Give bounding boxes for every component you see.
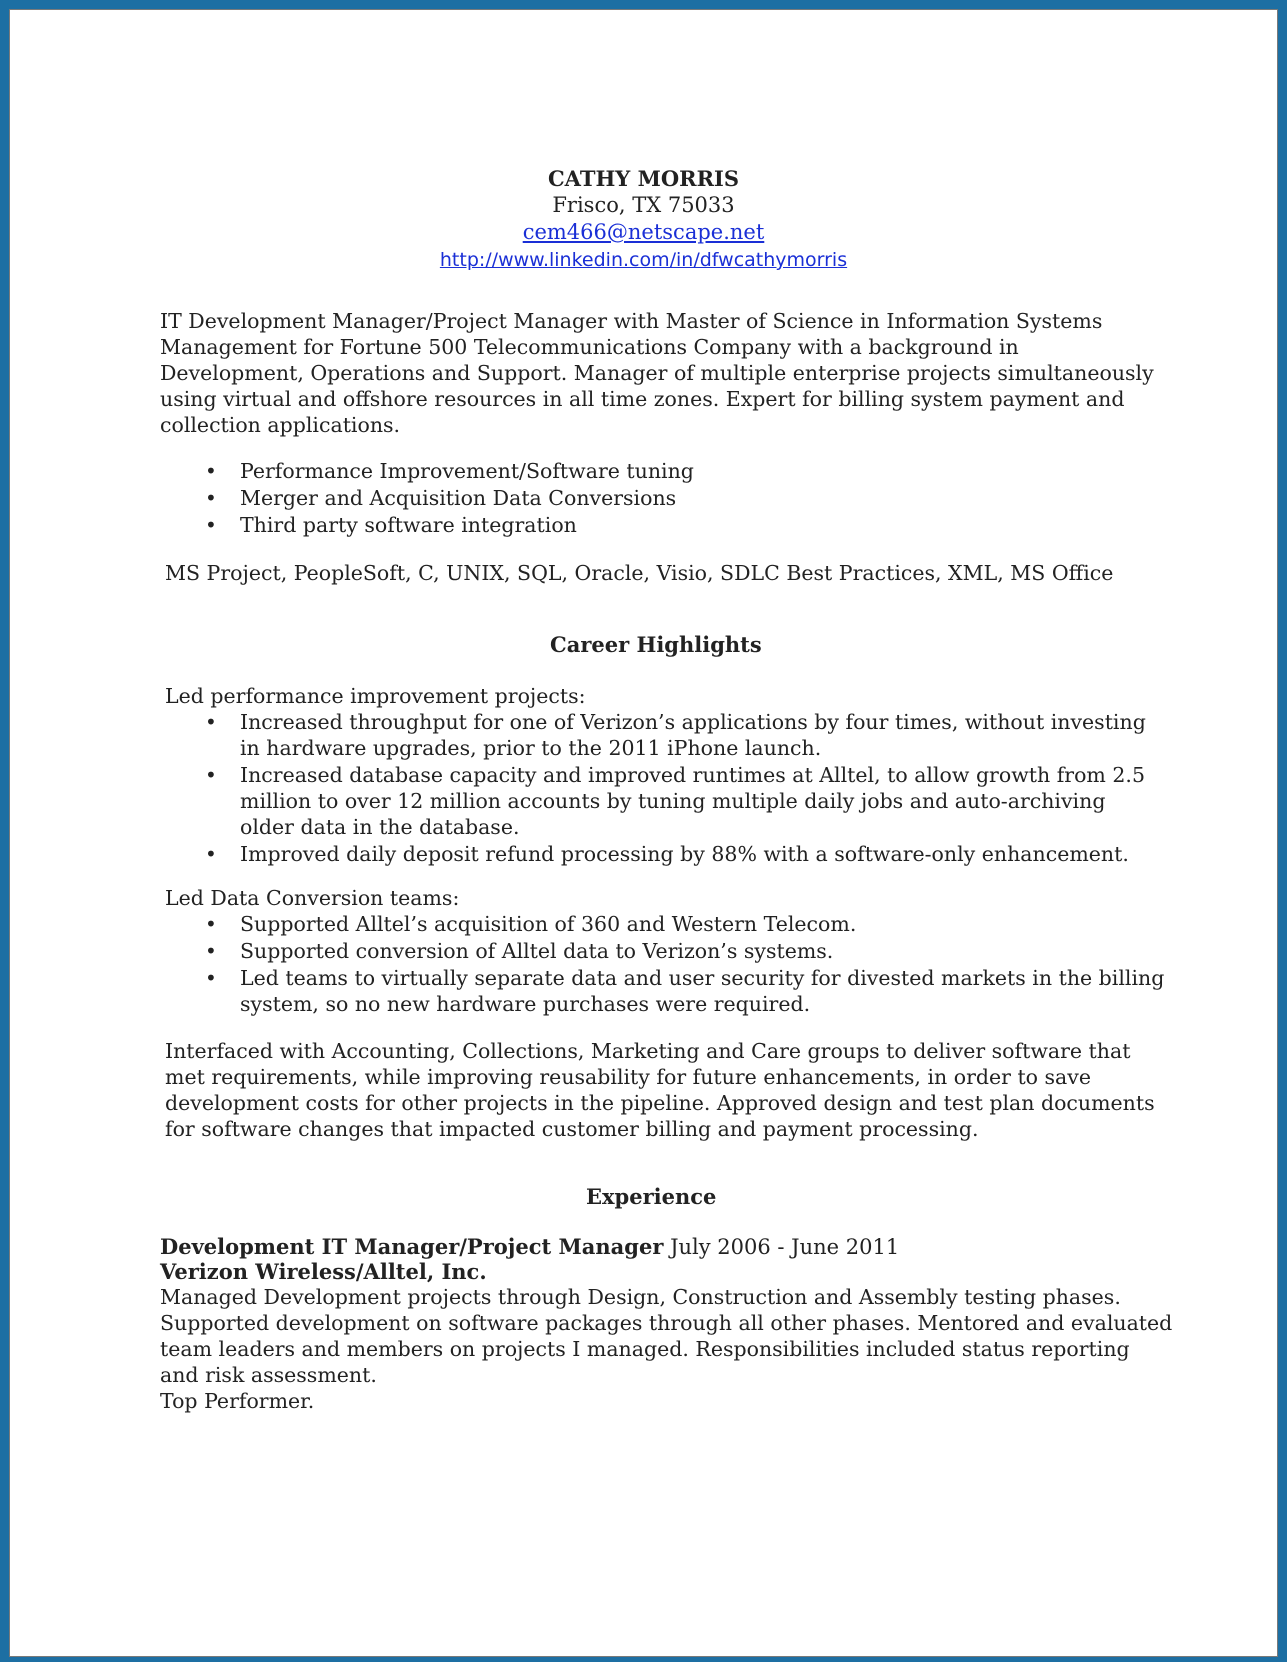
paragraph-line: Managed Development projects through Design, Construction and Assembly testing phases. <box>160 1285 1121 1309</box>
paragraph-line: Interfaced with Accounting, Collections, Marketing and Care groups to deliver software that <box>165 1039 1131 1063</box>
bullet-icon: • <box>205 763 217 787</box>
bullet-icon: • <box>205 939 217 963</box>
paragraph-line: met requirements, while improving reusability for future enhancements, in order to save <box>165 1065 1091 1089</box>
conversion-bullet-list <box>160 911 1164 1017</box>
job-description <box>160 1284 1172 1414</box>
job-title-line <box>160 1234 899 1259</box>
email-link[interactable]: cem466@netscape.net <box>522 220 765 244</box>
job-title: Development IT Manager/Project Manager <box>160 1234 664 1259</box>
paragraph-line: and risk assessment. <box>160 1363 377 1387</box>
bullet-icon: • <box>205 513 217 537</box>
candidate-name: CATHY MORRIS <box>547 166 740 191</box>
list-item: • Increased database capacity and improved runtimes at Alltel, to allow growth from 2.5 million to over 12 million accounts by tuning multiple daily jobs and auto-archiving older data in the database. <box>205 763 1145 839</box>
skills-line: MS Project, PeopleSoft, C, UNIX, SQL, Oracle, Visio, SDLC Best Practices, XML, MS Office <box>165 561 1114 585</box>
experience-heading: Experience <box>586 1184 717 1209</box>
bullet-icon: • <box>205 842 217 866</box>
list-item: • Supported conversion of Alltel data to Verizon’s systems. <box>205 939 834 963</box>
paragraph-line: Supported development on software packages through all other phases. Mentored and evaluated <box>160 1311 1173 1335</box>
list-item: • Performance Improvement/Software tuning <box>205 459 694 483</box>
summary-line: IT Development Manager/Project Manager with Master of Science in Information Systems <box>160 309 1103 333</box>
list-item: • Increased throughput for one of Verizon’s applications by four times, without investing in hardware upgrades, prior to the 2011 iPhone launch. <box>205 710 1146 760</box>
list-item: • Improved daily deposit refund processing by 88% with a software-only enhancement. <box>205 842 1129 866</box>
summary-line: using virtual and offshore resources in all time zones. Expert for billing system payment and <box>160 387 1125 411</box>
paragraph-line: team leaders and members on projects I managed. Responsibilities included status reporting <box>160 1337 1130 1361</box>
company-name: Verizon Wireless/Alltel, Inc. <box>160 1259 487 1284</box>
candidate-location: Frisco, TX 75033 <box>552 193 735 217</box>
performance-intro: Led performance improvement projects: <box>165 684 586 708</box>
list-item: • Supported Alltel’s acquisition of 360 and Western Telecom. <box>205 912 857 936</box>
summary-bullet-list <box>160 458 694 538</box>
paragraph-line: Top Performer. <box>160 1389 315 1413</box>
list-item: • Third party software integration <box>205 513 577 537</box>
resume-page <box>9 9 1278 1657</box>
list-item: • Merger and Acquisition Data Conversions <box>205 486 677 510</box>
performance-bullet-list <box>160 709 1146 867</box>
interfaced-paragraph <box>165 1038 1155 1142</box>
bullet-icon: • <box>205 486 217 510</box>
paragraph-line: development costs for other projects in the pipeline. Approved design and test plan documents <box>165 1091 1155 1115</box>
linkedin-link[interactable]: http://www.linkedin.com/in/dfwcathymorris <box>439 249 848 271</box>
bullet-icon: • <box>205 912 217 936</box>
list-item: • Led teams to virtually separate data and user security for divested markets in the billing system, so no new hardware purchases were required. <box>205 966 1165 1016</box>
bullet-icon: • <box>205 459 217 483</box>
job-dates: July 2006 - June 2011 <box>670 1235 900 1259</box>
paragraph-line: for software changes that impacted customer billing and payment processing. <box>165 1117 979 1141</box>
summary-line: Management for Fortune 500 Telecommunications Company with a background in <box>160 335 1019 359</box>
career-highlights-heading: Career Highlights <box>550 632 762 657</box>
conversion-intro: Led Data Conversion teams: <box>165 886 460 910</box>
summary-line: collection applications. <box>160 413 401 437</box>
summary-line: Development, Operations and Support. Manager of multiple enterprise projects simultaneously <box>160 361 1154 385</box>
summary-paragraph <box>160 308 1154 438</box>
bullet-icon: • <box>205 710 217 734</box>
company-line <box>160 1259 487 1284</box>
bullet-icon: • <box>205 966 217 990</box>
